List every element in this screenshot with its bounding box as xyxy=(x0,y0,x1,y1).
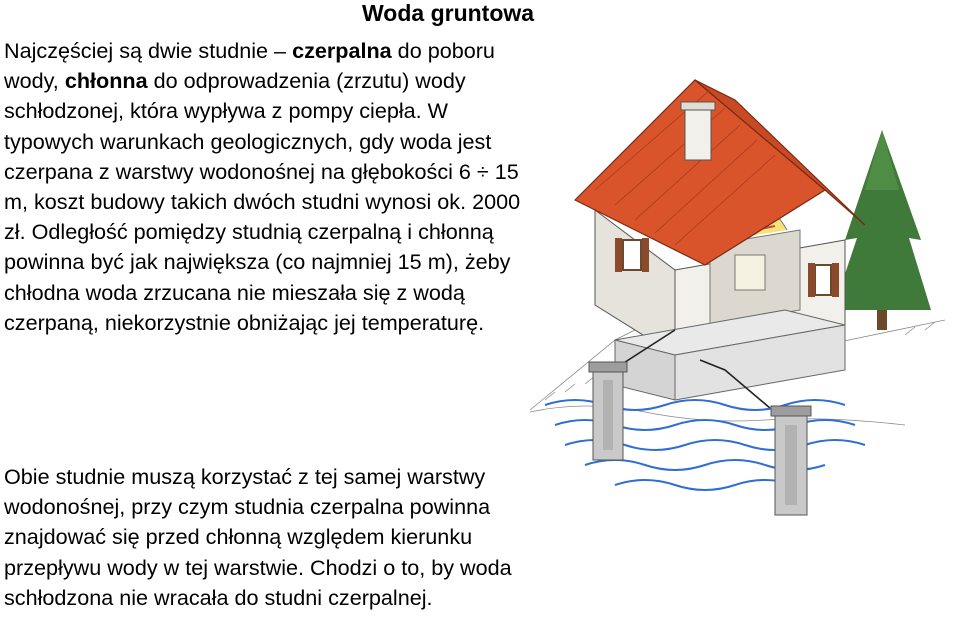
paragraph-wells-intro: Najczęściej są dwie studnie – czerpalna do poboru wody, chłonna do odprowadzenia (zrzutu) wody schłodzonej, która wypływa z pompy ciepła. W typowych warunkach geologicznych, gdy woda jest czerpana z warstwy wodonośnej na głębokości 6 ÷ 15 m, koszt budowy takich dwóch studni wynosi ok. 2000 zł. Odległość pomiędzy studnią czerpalną i chłonną powinna być jak największa (co najmniej 15 m), żeby chłodna woda zrzucana nie mieszała się z wodą czerpaną, niekorzystnie obniżając jej temperaturę. xyxy=(4,38,521,335)
well-extraction xyxy=(589,362,627,460)
chimney xyxy=(681,102,715,160)
paragraph-wells-flow: Obie studnie muszą korzystać z tej samej warstwy wodonośnej, przy czym studnia czerpalna powinna znajdować się przed chłonną względem kierunku przepływu wody w tej warstwie. Chodzi o to, by woda schłodzona nie wracała do studni czerpalnej. xyxy=(4,464,512,610)
page-title: Woda gruntowa xyxy=(362,0,535,26)
window-icon xyxy=(615,238,649,272)
house-heat-pump-wells-illustration xyxy=(525,40,959,520)
term-chlonna: chłonna xyxy=(64,68,148,94)
house xyxy=(575,80,865,355)
tree-icon xyxy=(833,130,931,330)
well-injection xyxy=(771,406,811,515)
term-czerpalna: czerpalna xyxy=(292,38,392,63)
window-icon xyxy=(808,263,839,297)
